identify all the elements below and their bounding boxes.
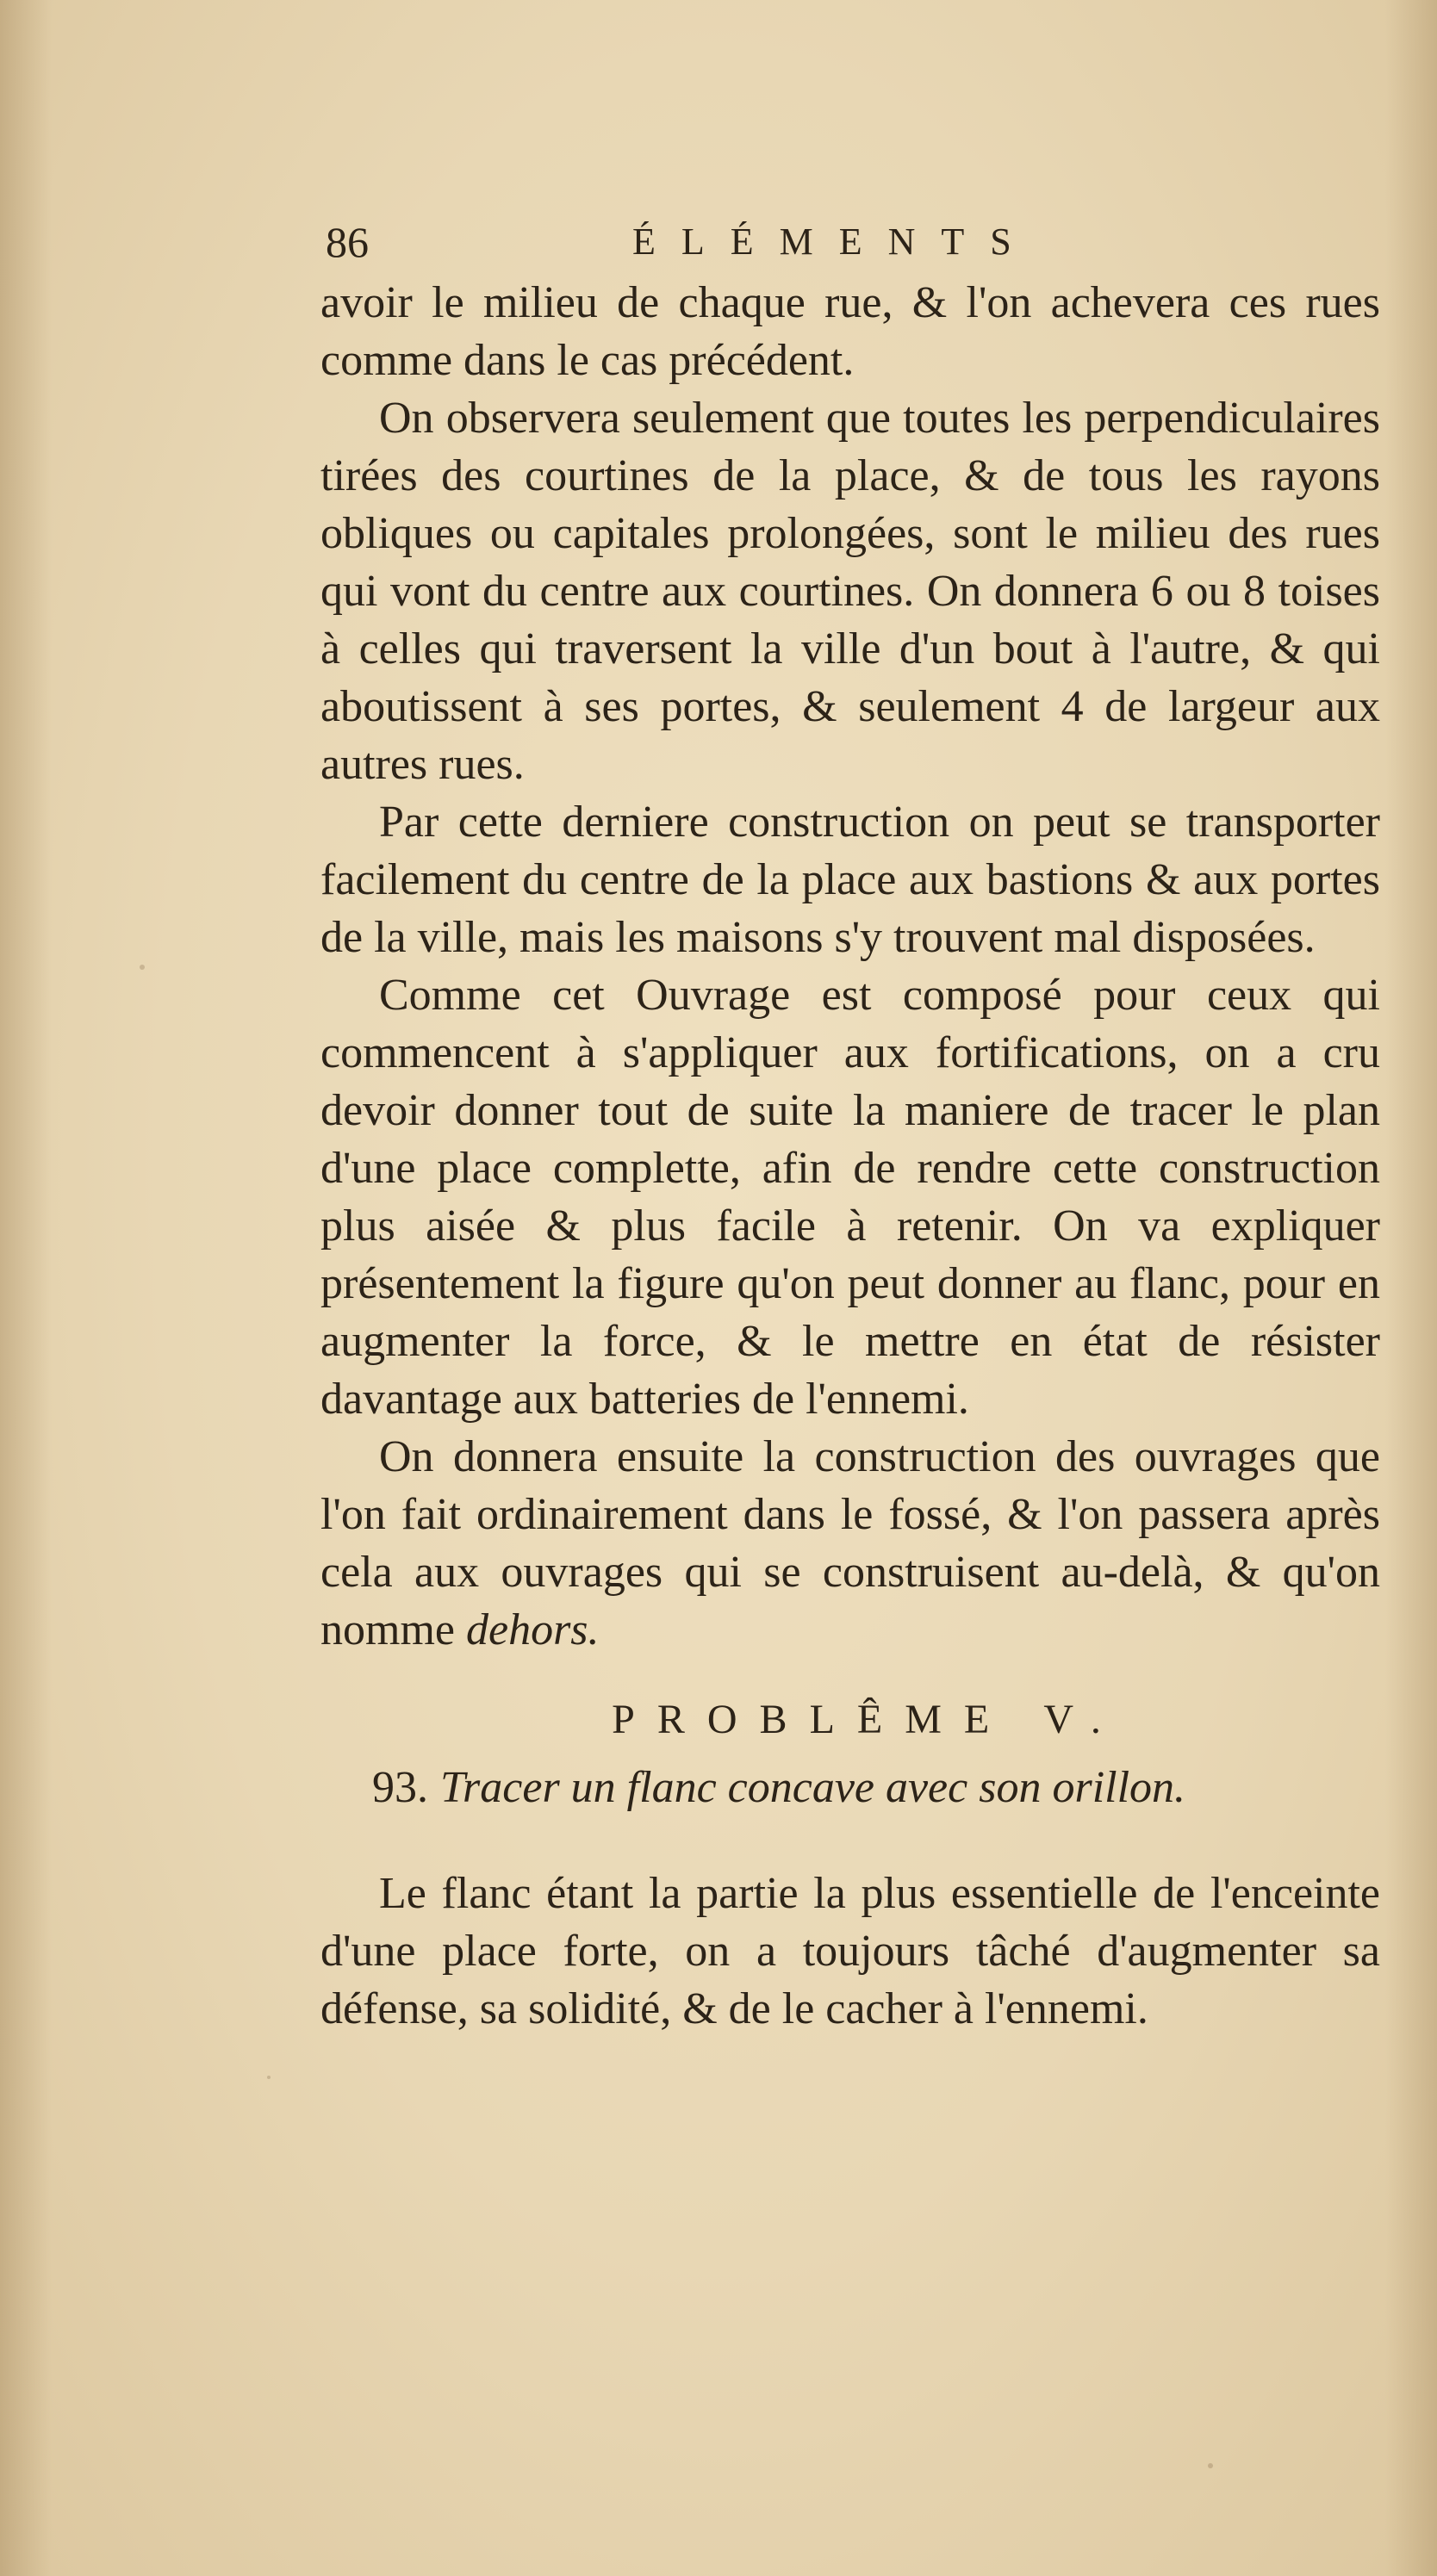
paragraph-5 [320, 1428, 1380, 1659]
closing-paragraph: Le flanc étant la partie la plus essentielle de l'enceinte d'une place forte, on a toujours tâché d'augmenter sa défense, sa solidité, & de le cacher à l'ennemi. [320, 1869, 1380, 2033]
problem-heading: PROBLÊME V. [612, 1697, 1123, 1742]
running-head: ÉLÉMENTS [632, 220, 1037, 263]
body-text [320, 274, 1380, 2038]
page-number: 86 [326, 218, 369, 266]
paper-speck [140, 965, 145, 970]
paragraph-1: avoir le milieu de chaque rue, & l'on achevera ces rues comme dans le cas précédent. [320, 278, 1380, 385]
problem-statement [320, 1759, 1380, 1816]
page-header [326, 212, 1385, 272]
problem-task: Tracer un flanc concave avec son orillon. [440, 1763, 1186, 1812]
paragraph-5-italic-term: dehors. [465, 1605, 600, 1654]
problem-number: 93. [372, 1763, 428, 1812]
paragraph-4: Comme cet Ouvrage est composé pour ceux qui commencent à s'appliquer aux fortifications, on a cru devoir donner tout de suite la maniere de tracer le plan d'une place complette, afin de rendre cette construction plus aisée & plus facile à retenir. On va expliquer présentement la figure qu'on peut donner au flanc, pour en augmenter la force, & le mettre en état de résister davantage aux batteries de l'ennemi. [320, 971, 1380, 1424]
page-edge-shadow-left [0, 0, 52, 2576]
paper-speck [267, 2076, 271, 2079]
paper-speck [1067, 1569, 1071, 1574]
paragraph-3: Par cette derniere construction on peut se transporter facilement du centre de la place aux bastions & aux portes de la ville, mais les maisons s'y trouvent mal disposées. [320, 798, 1380, 962]
page-edge-shadow-right [1385, 0, 1437, 2576]
paper-speck [1208, 2463, 1213, 2468]
paragraph-5-text: On donnera ensuite la construction des ouvrages que l'on fait ordinairement dans le fossé, & l'on passera après cela aux ouvrages qui se construisent au-delà, & qu'on nomme [320, 1432, 1380, 1654]
paragraph-2: On observera seulement que toutes les perpendiculaires tirées des courtines de la place, & de tous les rayons obliques ou capitales prolongées, sont le milieu des rues qui vont du centre aux courtines. On donnera 6 ou 8 toises à celles qui traversent la ville d'un bout à l'autre, & qui aboutissent à ses portes, & seulement 4 de largeur aux autres rues. [320, 394, 1380, 789]
